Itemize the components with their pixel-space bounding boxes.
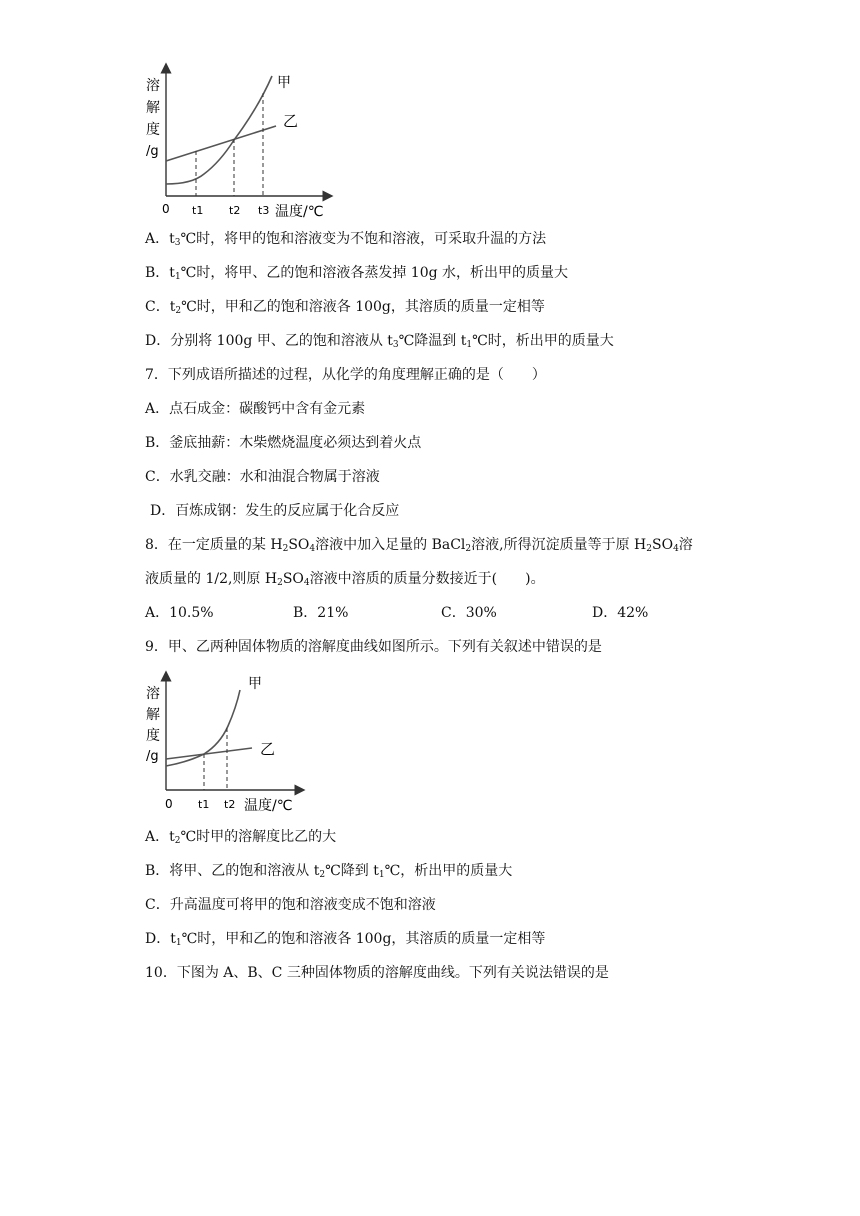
q8-option-a: A．10.5%	[145, 605, 214, 621]
tick2-t2: t2	[224, 798, 236, 811]
curve2-label-jia: 甲	[248, 676, 262, 692]
y-label-2: 解	[146, 100, 160, 116]
y2-label-1: 溶	[146, 686, 160, 702]
tick-t2: t2	[229, 204, 241, 217]
y-label-4: /g	[146, 144, 159, 159]
q8-option-d: D．42%	[592, 605, 649, 621]
x2-label: 温度/℃	[244, 798, 293, 814]
curve-yi	[166, 126, 276, 161]
y2-label-4: /g	[146, 749, 159, 764]
q8-option-c: C．30%	[441, 605, 497, 621]
q7-stem: 7．下列成语所描述的过程，从化学的角度理解正确的是（ ）	[145, 367, 546, 383]
q7-option-b: B．釜底抽薪：木柴燃烧温度必须达到着火点	[145, 435, 422, 451]
curve-jia-2	[166, 690, 240, 766]
q7-option-a: A．点石成金：碳酸钙中含有金元素	[145, 401, 366, 417]
curve-label-yi: 乙	[283, 112, 299, 130]
q9-option-c: C．升高温度可将甲的饱和溶液变成不饱和溶液	[145, 897, 436, 913]
q6-option-c: C．$t_2℃$时，甲和乙的饱和溶液各 100g，其溶质的质量一定相等	[145, 299, 545, 316]
q6-option-a: A．$t_3℃$时，将甲的饱和溶液变为不饱和溶液，可采取升温的方法	[145, 231, 547, 248]
q10-stem: 10．下图为 A、B、C 三种固体物质的溶解度曲线。下列有关说法错误的是	[145, 965, 609, 981]
q7-option-d: D．百炼成钢：发生的反应属于化合反应	[150, 503, 400, 519]
y2-label-2: 解	[146, 707, 160, 723]
y-label-1: 溶	[146, 78, 160, 94]
q9-option-b: B．将甲、乙的饱和溶液从 $t_2℃$降到 $t_1℃$，析出甲的质量大	[145, 863, 513, 880]
q9-option-a: A．$t_2℃$时甲的溶解度比乙的大	[145, 829, 337, 846]
x-label: 温度/℃	[275, 204, 324, 220]
q8-stem-line2: 液质量的 1/2,则原 $H_2SO_4$溶液中溶质的质量分数接近于( )。	[145, 571, 545, 588]
q6-option-b: B．$t_1℃$时，将甲、乙的饱和溶液各蒸发掉 10g 水，析出甲的质量大	[145, 265, 569, 282]
curve-label-jia: 甲	[277, 75, 291, 91]
q8-option-b: B．21%	[293, 605, 349, 621]
tick2-t1: t1	[198, 798, 210, 811]
q6-option-d: D．分别将 100g 甲、乙的饱和溶液从 $t_3℃$降温到 $t_1℃$时，析出甲的质量大	[145, 333, 614, 350]
tick-t1: t1	[192, 204, 204, 217]
curve2-label-yi: 乙	[260, 740, 276, 758]
y-label-3: 度	[146, 122, 160, 138]
q7-option-c: C．水乳交融：水和油混合物属于溶液	[145, 469, 380, 485]
curve-jia	[166, 76, 272, 184]
q8-stem-line1: 8．在一定质量的某 $H_2SO_4$溶液中加入足量的 BaCl$_2$溶液,所得沉淀质量等于原 $H_2SO_4$溶	[145, 537, 693, 554]
y2-label-3: 度	[146, 728, 160, 744]
q9-option-d: D．$t_1℃$时，甲和乙的饱和溶液各 100g，其溶质的质量一定相等	[145, 931, 546, 948]
origin-label: 0	[162, 202, 170, 216]
tick-t3: t3	[258, 204, 270, 217]
origin2-label: 0	[165, 797, 173, 811]
q9-stem: 9．甲、乙两种固体物质的溶解度曲线如图所示。下列有关叙述中错误的是	[145, 639, 602, 655]
solubility-graph-2	[140, 670, 310, 820]
solubility-graph-1	[140, 60, 340, 225]
